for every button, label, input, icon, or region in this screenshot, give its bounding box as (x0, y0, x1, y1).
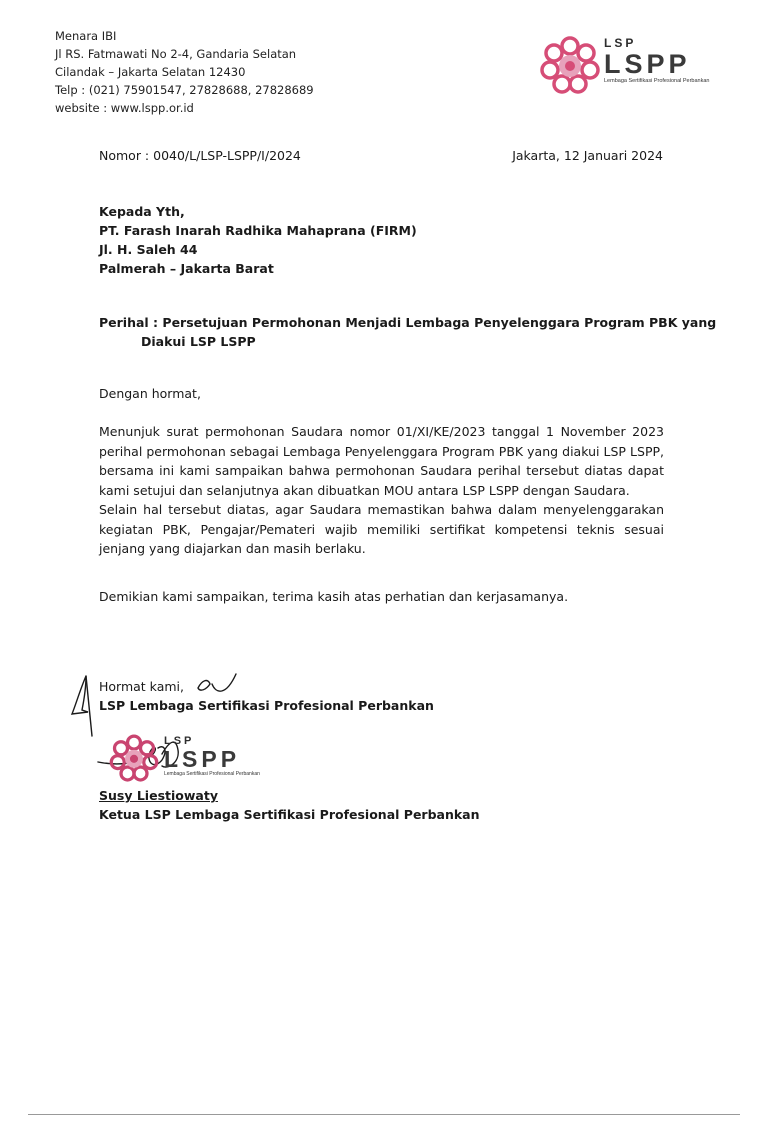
address-line: Menara IBI (55, 29, 117, 43)
logo-tagline: Lembaga Sertifikasi Profesional Perbankan (604, 78, 710, 84)
address-line: Telp : (021) 75901547, 27828688, 27828689 (55, 83, 314, 97)
stamp-lspp: LSPP (164, 746, 241, 772)
logo-text (604, 36, 709, 84)
salutation: Dengan hormat, (99, 386, 201, 401)
closing-line: Demikian kami sampaikan, terima kasih atas perhatian dan kerjasamanya. (99, 589, 569, 604)
stamp-lsp-small: LSP (164, 735, 195, 747)
signer-title: Ketua LSP Lembaga Sertifikasi Profesional Perbankan (99, 807, 480, 822)
address-line: Cilandak – Jakarta Selatan 12430 (55, 65, 246, 79)
signing-organization: LSP Lembaga Sertifikasi Profesional Perbankan (99, 698, 434, 713)
flower-logo-icon (538, 36, 602, 94)
letter-date: Jakarta, 12 Januari 2024 (512, 148, 663, 163)
signer-name: Susy Liestiowaty (99, 788, 218, 803)
lspp-logo (538, 36, 738, 96)
stamp-flower-icon (108, 733, 160, 783)
letterhead-address (55, 27, 314, 117)
logo-lsp-small: LSP (604, 36, 637, 50)
company-stamp (108, 733, 308, 793)
subject-line-2: Diakui LSP LSPP (141, 334, 256, 349)
body-paragraph-1: Menunjuk surat permohonan Saudara nomor 01/XI/KE/2023 tanggal 1 November 2023 perihal permohonan sebagai Lembaga Penyelenggara Program PBK yang diakui LSP LSPP, bersama ini kami sampaikan bahwa permohonan Saudara perihal tersebut diatas dapat kami setujui dan selanjutnya akan dibuatkan MOU antara LSP LSPP dengan Saudara. (99, 424, 664, 498)
recipient-line: PT. Farash Inarah Radhika Mahaprana (FIRM) (99, 223, 417, 238)
subject-block (99, 313, 717, 351)
address-line: Jl RS. Fatmawati No 2-4, Gandaria Selatan (55, 47, 297, 61)
letter-body (99, 422, 664, 559)
recipient-line: Jl. H. Saleh 44 (99, 242, 198, 257)
stamp-tagline: Lembaga Sertifikasi Profesional Perbankan (164, 771, 260, 777)
stamp-text (164, 735, 260, 777)
sign-block (99, 677, 434, 715)
bottom-divider (28, 1114, 740, 1115)
recipient-line: Palmerah – Jakarta Barat (99, 261, 274, 276)
closing-greeting: Hormat kami, (99, 679, 184, 694)
logo-lspp: LSPP (604, 49, 691, 79)
subject-line-1: Perihal : Persetujuan Permohonan Menjadi Lembaga Penyelenggara Program PBK yang (99, 315, 717, 330)
address-line: website : www.lspp.or.id (55, 101, 194, 115)
recipient-block (99, 202, 417, 278)
body-paragraph-2: Selain hal tersebut diatas, agar Saudara memastikan bahwa dalam menyelenggarakan kegiatan PBK, Pengajar/Pemateri wajib memiliki sertifikat kompetensi teknis sesuai jenjang yang diajarkan dan masih berlaku. (99, 502, 664, 556)
recipient-line: Kepada Yth, (99, 204, 185, 219)
letter-number: Nomor : 0040/L/LSP-LSPP/I/2024 (99, 148, 301, 163)
